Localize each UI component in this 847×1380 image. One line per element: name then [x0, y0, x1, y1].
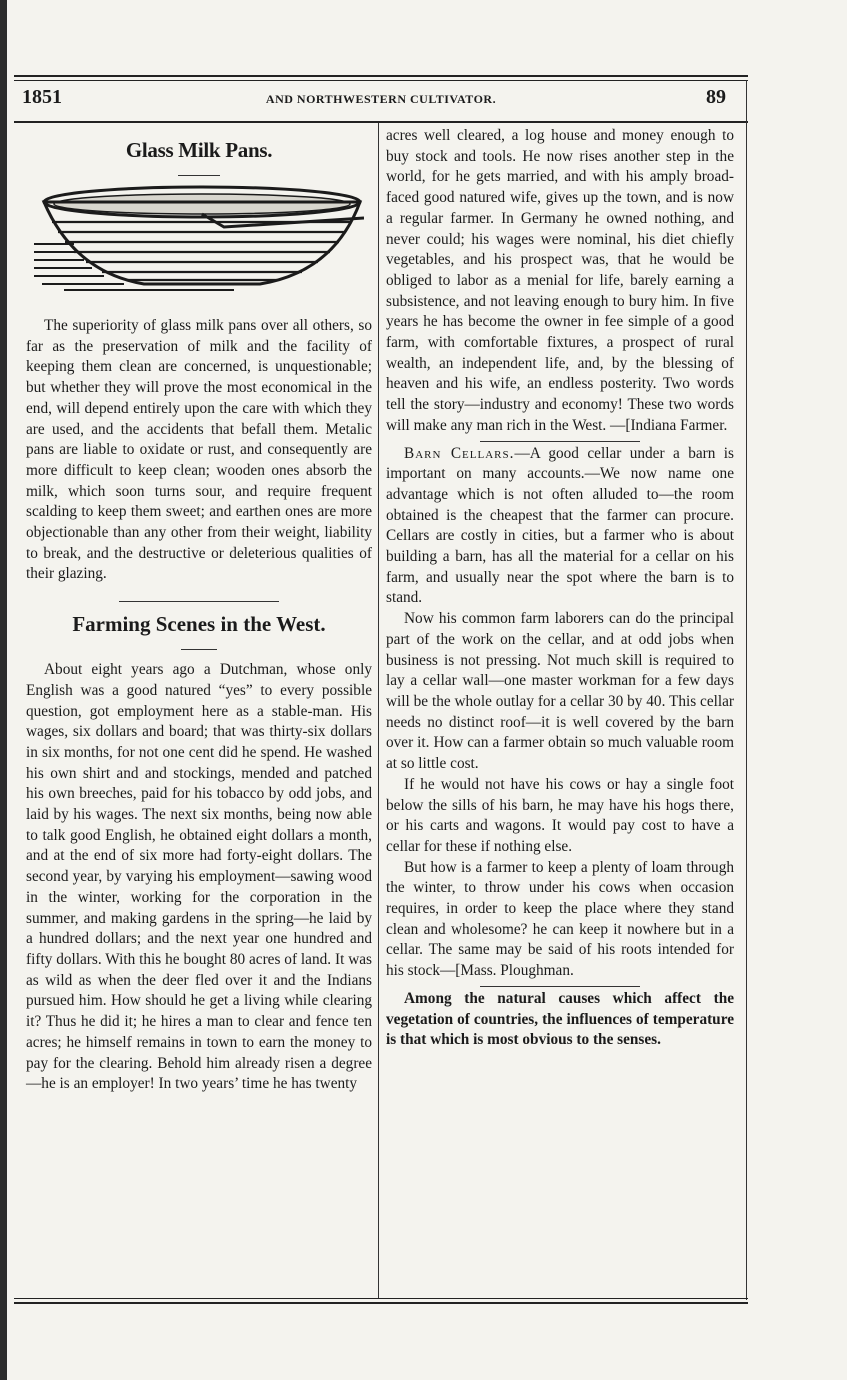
- page-number: 89: [706, 86, 726, 108]
- running-header: [22, 86, 740, 116]
- paragraph: acres well cleared, a log house and money enough to buy stock and tools. He now rises another step in the world, for he gets married, and with his amply broad-faced good natured wife, gives up the town, and is now a regular farmer. In Germany he owned nothing, and never could; his wages were nominal, his diet chiefly vegetables, and his prospect was, that he would be obliged to labor as a menial for life, barely earning a subsistence, and not leaving enough to bury him. In five years he has become the owner in fee simple of a good farm, with comfortable fixtures, a prospect of rural wealth, an independent life, and, by the blessing of heaven and his wife, an endless posterity. Two words tell the story—industry and economy! These two words will make any man rich in the West. —[Indiana Farmer.: [386, 127, 734, 434]
- column-divider: [378, 123, 379, 1298]
- header-rule: [14, 75, 748, 77]
- footer-rule: [14, 1298, 748, 1299]
- right-column: [386, 126, 734, 1051]
- section-divider: [480, 986, 640, 987]
- article-title-farming-scenes: Farming Scenes in the West.: [72, 612, 326, 637]
- paragraph: The superiority of glass milk pans over all others, so far as the preservation of milk and the facility of keeping them clean are concerned, is unquestionable; but whether they will prove the most economical in the end, will depend entirely upon the care with which they are used, and the accidents that befall them. Metalic pans are liable to oxidate or rust, and consequently are more difficult to keep clean; wooden ones absorb the milk, which soon turns sour, and require frequent scalding to keep them sweet; and earthen ones are more objectionable than any other from their weight, liability to break, and the destructive or deleterious qualities of their glazing.: [26, 317, 372, 583]
- section-divider: [480, 441, 640, 442]
- header-rule: [14, 80, 748, 81]
- title-rule: [181, 649, 217, 650]
- paragraph: If he would not have his cows or hay a single foot below the sills of his barn, he may have his hogs there, or his carts and wagons. It would pay cost to have a cellar for these if nothing else.: [386, 775, 734, 855]
- left-column: [26, 128, 372, 1095]
- paragraph-barn-cellars: [386, 444, 734, 610]
- glass-milk-pan-illustration: [34, 182, 364, 302]
- header-rule: [14, 121, 748, 123]
- column-border: [746, 80, 747, 1300]
- paragraph: Now his common farm laborers can do the principal part of the work on the cellar, and at odd jobs when business is not pressing. Not much skill is required to lay a cellar wall—one master workman for a few days will be the whole outlay for a cellar 30 by 40. This cellar needs no distinct roof—it is well covered by the barn over it. How can a farmer obtain so much valuable room at so little cost.: [386, 610, 734, 773]
- header-year: 1851: [22, 86, 62, 108]
- header-title: AND NORTHWESTERN CULTIVATOR.: [265, 92, 497, 106]
- paragraph: About eight years ago a Dutchman, whose only English was a good natured “yes” to every possible question, got employment here as a stable-man. His wages, six dollars and board; that was thirty-six dollars in six months, for not one cent did he spend. He washed his own shirt and and stockings, mended and patched his own breeches, paid for his tobacco by odd jobs, and laid by his wages. The next six months, being now able to talk good English, he obtained eight dollars a month, and at the end of six more had forty-eight dollars. The second year, by varying his employment—sawing wood in the winter, working for the corporation in the summer, and making gardens in the spring—he laid by a hundred dollars; and the next year one hundred and fifty dollars. With this he bought 80 acres of land. It was as wild as when the deer fled over it and the Indians pursued him. How should he get a living while clearing it? Thus he did it; he hires a man to clear and fence ten acres; he himself remains in town to earn the money to pay for the clearing. Behold him already risen a degree—he is an employer! In two years’ time he has twenty: [26, 661, 372, 1093]
- article-heading-barn-cellars: Barn Cellars.: [404, 444, 515, 462]
- paragraph: Among the natural causes which affect the vegetation of countries, the influences of temperature is that which is most obvious to the senses.: [386, 989, 734, 1049]
- footer-rule: [14, 1302, 748, 1304]
- page-binding-edge: [0, 0, 7, 1380]
- paragraph-text: —A good cellar under a barn is important on many accounts.—We now name one advantage which is not often alluded to—the room obtained is the cheapest that the farmer can procure. Cellars are costly in cities, but a farmer who is about building a barn, has all the material for a cellar on his farm, and usually near the spot where the barn is to stand.: [386, 444, 734, 607]
- article-title-glass-milk-pans: Glass Milk Pans.: [125, 138, 273, 162]
- paragraph: But how is a farmer to keep a plenty of loam through the winter, to throw under his cows when occasion requires, in order to keep the place where they stand clean and wholesome? he can keep it nowhere but in a cellar. The same may be said of his roots intended for his stock—[Mass. Ploughman.: [386, 858, 734, 980]
- section-divider: [119, 601, 279, 602]
- title-rule: [178, 175, 220, 176]
- article-glass-milk-pans-body: [26, 316, 372, 585]
